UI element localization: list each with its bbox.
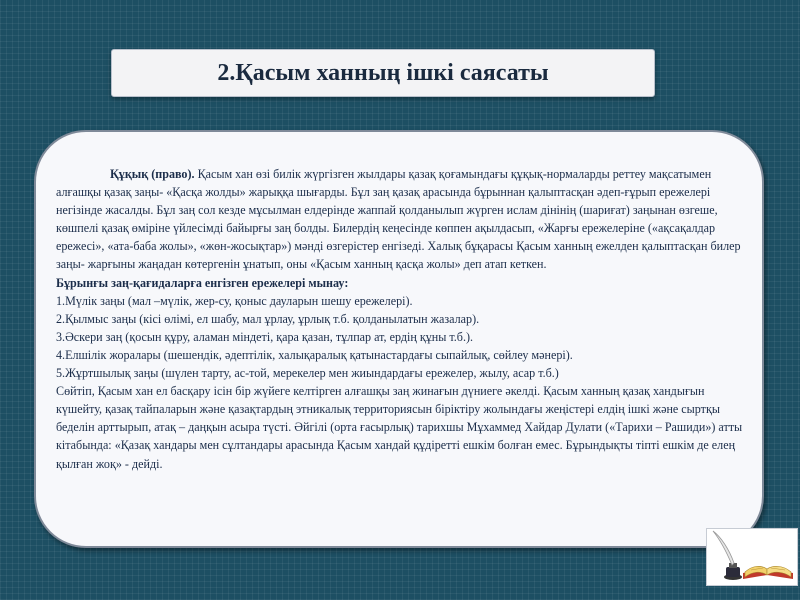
open-book-quill-icon (707, 529, 797, 585)
list-heading: Бұрынғы заң-қағидаларға енгізген ережелері мынау: (56, 275, 349, 290)
content-card (34, 130, 764, 548)
list-item-5: 5.Жұртшылық заңы (шүлен тарту, ас-той, мерекелер мен жиындардағы ережелер, жылу, асар т.б.) (56, 366, 559, 381)
list-item-4: 4.Елшілік жоралары (шешендік, әдептілік, халықаралық қатынастардағы сыпайлық, сөйлеу мәнері). (56, 347, 573, 362)
list-item-1: 1.Мүлік заңы (мал –мүлік, жер-су, қоныс дауларын шешу ережелері). (56, 293, 413, 308)
title-bar (111, 49, 655, 97)
corner-decoration (706, 528, 798, 586)
list-item-3: 3.Әскери заң (қосын құру, аламан міндеті, қара қазан, тұлпар ат, ердің құны т.б.). (56, 329, 474, 344)
intro-paragraph (56, 165, 752, 274)
conclusion-paragraph: Сөйтіп, Қасым хан ел басқару ісін бір жүйеге келтірген алғашқы заң жинағын дүниеге әкелді. Қасым ханның қазақ хандығын күшейту, қазақ тайпаларын және қазақтардың этникалық территориясын біріктіру жолындағы жеңістері елдің ішкі және сыртқы беделін арттырып, атақ – даңқын асыра түсті. Әйгілі (орта ғасырлық) тарихшы Мұхаммед Хайдар Дулати («Тарихи – Рашиди») атты кітабында: «Қазақ хандары мен сұлтандары арасында Қасым хандай құдіретті ешкім болған емес. Бұрындықты тіпті ешкім де елең қылған жоқ» - дейді. (56, 384, 743, 471)
intro-text: Қасым хан өзі билік жүргізген жылдары қазақ қоғамындағы құқық-нормаларды реттеу мақсатымен алғашқы қазақ заңы- «Қасқа жолды» жарыққа шығарды. Бұл заң қазақ арасында бұрыннан қалыптасқан әдеп-ғұрып ережелері негізінде жасалды. Бұл заң сол кезде мұсылман елдерінде жаппай қолданылып жүрген ислам дінінің (шариғат) заңынан өзгеше, көшпелі қазақ өміріне үйлесімді байырғы заң болды. Билердің кеңесінде көппен ақылдасып, «Жарғы ережелеріне («ақсақалдар ережесі», «ата-баба жолы», «жөн-жосықтар») мәнді өзгерістер енгізеді. Халық бұқарасы Қасым ханның ежелден қалыптасқан билер заңы- жарғыны жаңадан көтергенін ұнатып, оны «Қасым ханның қасқа жолы» деп атап кеткен. (56, 167, 741, 272)
lead-term: Құқық (право). (110, 167, 195, 181)
list-item-2: 2.Қылмыс заңы (кісі өлімі, ел шабу, мал ұрлау, ұрлық т.б. қолданылатын жазалар). (56, 311, 480, 326)
content-text (56, 165, 752, 473)
slide-title: 2.Қасым ханның ішкі саясаты (217, 59, 549, 86)
